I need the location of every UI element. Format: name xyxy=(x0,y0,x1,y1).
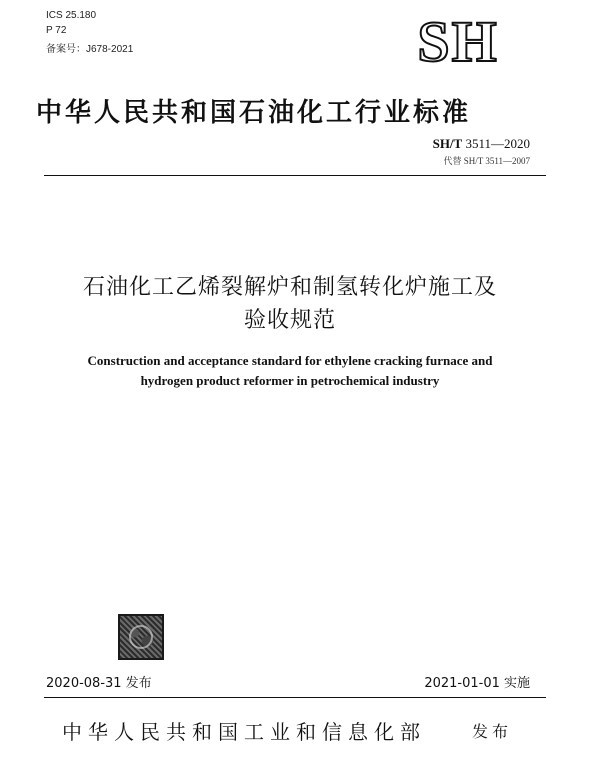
title-english-line-1: Construction and acceptance standard for ethylene cracking furnace and xyxy=(87,353,493,368)
issue-label: 发布 xyxy=(472,722,513,741)
issue-date: 2020-08-31 发布 xyxy=(46,676,152,691)
title-english-line-2: hydrogen product reformer in petrochemical industry xyxy=(140,373,440,388)
sh-logo: SH xyxy=(417,9,499,74)
standard-number-value: 3511—2020 xyxy=(465,136,530,151)
replaces-standard: 代替 SH/T 3511—2007 xyxy=(443,156,530,166)
ics-code: ICS 25.180 xyxy=(46,10,97,21)
implementation-date: 2021-01-01 实施 xyxy=(424,676,530,691)
standard-number xyxy=(433,136,530,152)
record-number: 备案号：J678-2021 xyxy=(46,44,134,55)
standard-code: SH/T xyxy=(432,136,463,151)
issuing-authority: 中华人民共和国工业和信息化部 xyxy=(62,720,426,744)
official-seal-icon xyxy=(118,614,164,660)
standard-classification: 中华人民共和国石油化工行业标准 xyxy=(36,98,472,128)
top-divider xyxy=(44,175,546,176)
bottom-divider xyxy=(44,697,546,698)
title-chinese-line-1: 石油化工乙烯裂解炉和制氢转化炉施工及 xyxy=(82,275,497,300)
title-chinese-line-2: 验收规范 xyxy=(243,308,336,333)
ccs-code: P 72 xyxy=(46,25,67,36)
seal-ring xyxy=(129,625,153,649)
